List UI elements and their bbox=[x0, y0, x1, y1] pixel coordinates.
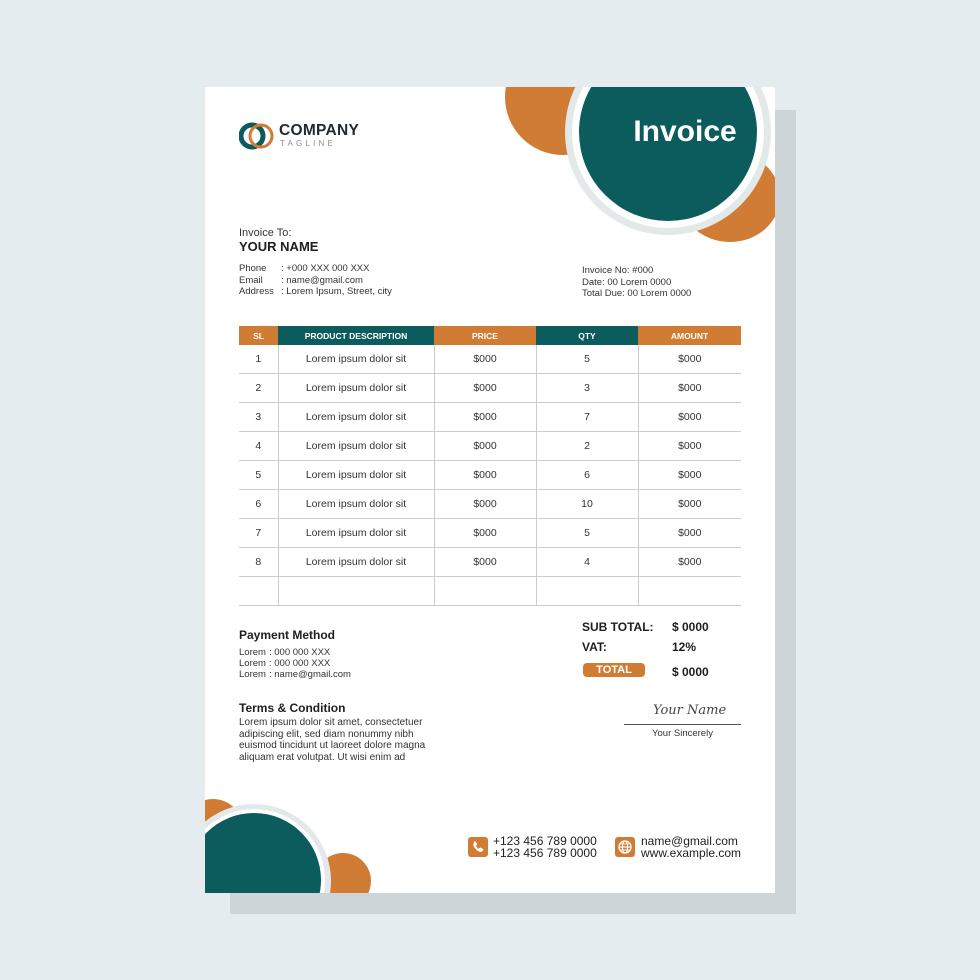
cell-sl: 4 bbox=[239, 432, 278, 461]
terms-heading: Terms & Condition bbox=[239, 701, 346, 715]
signature-caption: Your Sincerely bbox=[652, 728, 713, 739]
company-name: COMPANY bbox=[279, 122, 360, 139]
cell-description: Lorem ipsum dolor sit bbox=[278, 548, 434, 577]
cell-qty: 6 bbox=[536, 461, 638, 490]
address-row bbox=[239, 286, 392, 297]
email-row bbox=[239, 275, 363, 286]
column-header-qty: QTY bbox=[536, 326, 638, 345]
overlapping-circles-logo-icon bbox=[239, 121, 277, 151]
footer-phone-1: +123 456 789 0000 bbox=[493, 834, 597, 848]
table-row bbox=[239, 548, 741, 577]
cell-price: $000 bbox=[434, 461, 536, 490]
column-header-amount: AMOUNT bbox=[638, 326, 741, 345]
payment-row-value: : 000 000 XXX bbox=[269, 647, 331, 658]
cell-qty: 7 bbox=[536, 403, 638, 432]
payment-row-label: Lorem bbox=[239, 647, 266, 658]
table-row bbox=[239, 577, 741, 606]
column-header-sl: SL bbox=[239, 326, 278, 345]
cell-sl: 7 bbox=[239, 519, 278, 548]
globe-icon bbox=[615, 837, 635, 857]
invoice-to-label: Invoice To: bbox=[239, 227, 292, 239]
cell-price: $000 bbox=[434, 374, 536, 403]
cell-price bbox=[434, 577, 536, 606]
payment-row-value: : 000 000 XXX bbox=[269, 658, 331, 669]
invoice-total-due: Total Due: 00 Lorem 0000 bbox=[582, 288, 692, 299]
payment-row-label: Lorem bbox=[239, 658, 266, 669]
address-value: : Lorem Ipsum, Street, city bbox=[281, 286, 392, 297]
cell-amount: $000 bbox=[638, 519, 741, 548]
cell-qty: 3 bbox=[536, 374, 638, 403]
payment-row-value: : name@gmail.com bbox=[269, 669, 351, 680]
cell-amount: $000 bbox=[638, 374, 741, 403]
cell-price: $000 bbox=[434, 490, 536, 519]
subtotal-label: SUB TOTAL: bbox=[582, 620, 654, 634]
cell-qty: 5 bbox=[536, 345, 638, 374]
table-row bbox=[239, 490, 741, 519]
cell-sl bbox=[239, 577, 278, 606]
payment-row bbox=[239, 669, 351, 680]
cell-amount bbox=[638, 577, 741, 606]
terms-text: Lorem ipsum dolor sit amet, consectetuer adipiscing elit, sed diam nonummy nibh euismod tincidunt ut laoreet dolore magna aliquam erat volutpat. Ut wisi enim ad bbox=[239, 717, 426, 763]
phone-label: Phone bbox=[239, 263, 267, 274]
cell-sl: 1 bbox=[239, 345, 278, 374]
table-body bbox=[239, 345, 741, 606]
cell-price: $000 bbox=[434, 432, 536, 461]
cell-amount: $000 bbox=[638, 345, 741, 374]
column-header-description: PRODUCT DESCRIPTION bbox=[278, 326, 434, 345]
email-value: : name@gmail.com bbox=[281, 275, 363, 286]
footer-phone-2: +123 456 789 0000 bbox=[493, 846, 597, 860]
payment-row-label: Lorem bbox=[239, 669, 266, 680]
cell-amount: $000 bbox=[638, 548, 741, 577]
cell-qty: 5 bbox=[536, 519, 638, 548]
company-logo bbox=[239, 121, 439, 151]
address-label: Address bbox=[239, 286, 274, 297]
table-row bbox=[239, 432, 741, 461]
cell-description: Lorem ipsum dolor sit bbox=[278, 374, 434, 403]
footer-email: name@gmail.com bbox=[641, 834, 738, 848]
customer-name: YOUR NAME bbox=[239, 239, 319, 254]
vat-label: VAT: bbox=[582, 640, 607, 654]
cell-description: Lorem ipsum dolor sit bbox=[278, 345, 434, 374]
table-row bbox=[239, 461, 741, 490]
cell-sl: 2 bbox=[239, 374, 278, 403]
payment-method-heading: Payment Method bbox=[239, 628, 336, 642]
footer-website: www.example.com bbox=[641, 846, 742, 860]
invoice-page bbox=[205, 87, 775, 893]
cell-description: Lorem ipsum dolor sit bbox=[278, 403, 434, 432]
cell-description: Lorem ipsum dolor sit bbox=[278, 461, 434, 490]
email-label: Email bbox=[239, 275, 263, 286]
cell-price: $000 bbox=[434, 345, 536, 374]
vat-value: 12% bbox=[672, 640, 697, 654]
table-header-row bbox=[239, 326, 741, 345]
table-row bbox=[239, 345, 741, 374]
subtotal-value: $ 0000 bbox=[672, 620, 709, 634]
invoice-number: Invoice No: #000 bbox=[582, 265, 654, 276]
phone-row bbox=[239, 263, 369, 274]
cell-amount: $000 bbox=[638, 461, 741, 490]
cell-qty bbox=[536, 577, 638, 606]
cell-price: $000 bbox=[434, 403, 536, 432]
cell-description bbox=[278, 577, 434, 606]
signature-script: Your Name bbox=[653, 703, 727, 718]
payment-row bbox=[239, 658, 330, 669]
cell-price: $000 bbox=[434, 548, 536, 577]
payment-row bbox=[239, 647, 330, 658]
cell-amount: $000 bbox=[638, 432, 741, 461]
cell-amount: $000 bbox=[638, 403, 741, 432]
invoice-title: Invoice bbox=[633, 115, 737, 148]
cell-sl: 3 bbox=[239, 403, 278, 432]
invoice-date: Date: 00 Lorem 0000 bbox=[582, 277, 672, 288]
cell-description: Lorem ipsum dolor sit bbox=[278, 519, 434, 548]
cell-qty: 10 bbox=[536, 490, 638, 519]
items-table bbox=[239, 326, 741, 606]
cell-amount: $000 bbox=[638, 490, 741, 519]
cell-sl: 8 bbox=[239, 548, 278, 577]
signature-line bbox=[624, 724, 741, 725]
cell-description: Lorem ipsum dolor sit bbox=[278, 490, 434, 519]
phone-icon bbox=[468, 837, 488, 857]
table-row bbox=[239, 519, 741, 548]
table-row bbox=[239, 374, 741, 403]
phone-value: : +000 XXX 000 XXX bbox=[281, 263, 370, 274]
column-header-price: PRICE bbox=[434, 326, 536, 345]
company-tagline: TAGLINE bbox=[280, 139, 337, 148]
cell-price: $000 bbox=[434, 519, 536, 548]
cell-qty: 2 bbox=[536, 432, 638, 461]
table-row bbox=[239, 403, 741, 432]
cell-description: Lorem ipsum dolor sit bbox=[278, 432, 434, 461]
total-value: $ 0000 bbox=[672, 665, 709, 679]
cell-sl: 5 bbox=[239, 461, 278, 490]
cell-sl: 6 bbox=[239, 490, 278, 519]
cell-qty: 4 bbox=[536, 548, 638, 577]
total-badge: TOTAL bbox=[583, 663, 645, 677]
